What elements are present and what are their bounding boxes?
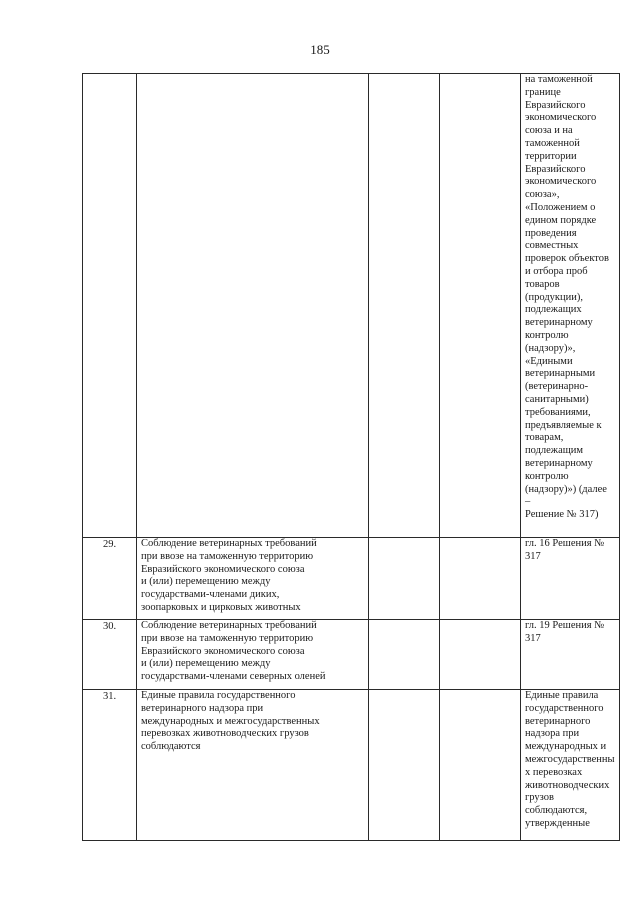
requirement-cell: Соблюдение ветеринарных требований при ввозе на таможенную территорию Евразийского экономического союза и (или) перемещению между государствами-членами северных оленей — [137, 620, 369, 690]
requirements-table — [82, 73, 620, 841]
empty-cell — [440, 74, 521, 538]
empty-cell — [440, 538, 521, 620]
row-number-cell: 29. — [83, 538, 137, 620]
row-number-cell: 30. — [83, 620, 137, 690]
requirement-cell: Единые правила государственного ветеринарного надзора при международных и межгосударственных перевозках животноводческих грузов соблюдаются — [137, 690, 369, 841]
reference-cell: Единые правила государственного ветеринарного надзора при международных и межгосударственны х перевозках животноводческих грузов соблюдаются, утвержденные — [521, 690, 620, 841]
empty-cell — [369, 74, 440, 538]
empty-cell — [369, 690, 440, 841]
reference-cell: гл. 16 Решения № 317 — [521, 538, 620, 620]
table-row — [83, 620, 620, 690]
table-row — [83, 538, 620, 620]
row-number-cell — [83, 74, 137, 538]
reference-cell: гл. 19 Решения № 317 — [521, 620, 620, 690]
table-row — [83, 74, 620, 538]
empty-cell — [440, 690, 521, 841]
table-row — [83, 690, 620, 841]
reference-cell: на таможенной границе Евразийского экономического союза и на таможенной территории Евразийского экономического союза», «Положением о едином порядке проведения совместных проверок объектов и отбора проб товаров (продукции), подлежащих ветеринарному контролю (надзору)», «Едиными ветеринарными (ветеринарно- санитарными) требованиями, предъявляемые к товарам, подлежащим ветеринарному контролю (надзору)») (далее – Решение № 317) — [521, 74, 620, 538]
empty-cell — [369, 538, 440, 620]
empty-cell — [369, 620, 440, 690]
page-number: 185 — [310, 42, 330, 57]
empty-cell — [440, 620, 521, 690]
requirement-cell — [137, 74, 369, 538]
requirement-cell: Соблюдение ветеринарных требований при ввозе на таможенную территорию Евразийского экономического союза и (или) перемещению между государствами-членами диких, зоопарковых и цирковых животных — [137, 538, 369, 620]
row-number-cell: 31. — [83, 690, 137, 841]
